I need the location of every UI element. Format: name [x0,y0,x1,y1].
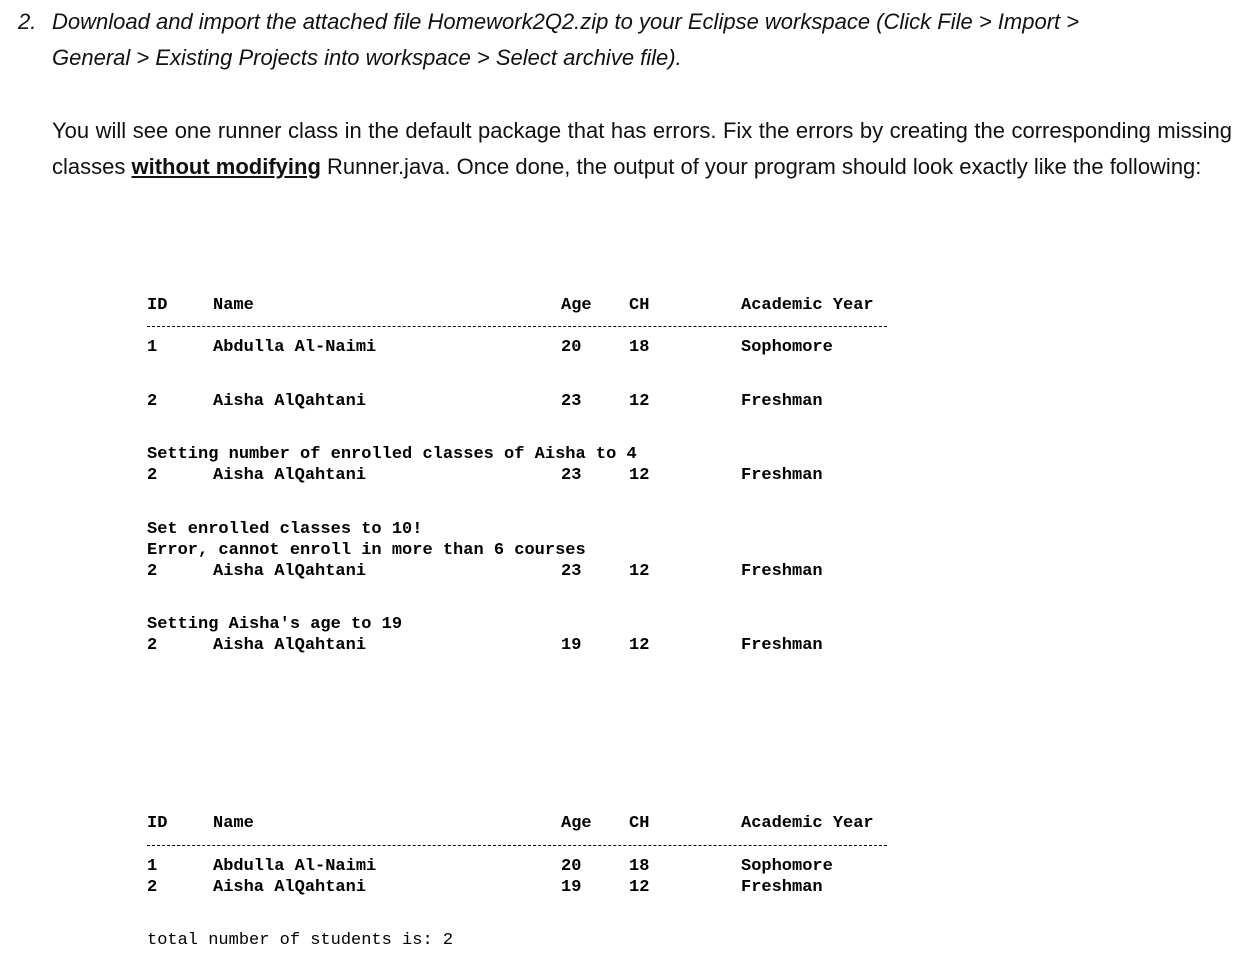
final-row-1-year: Sophomore [741,857,833,876]
msg-set-classes: Setting number of enrolled classes of Aisha to 4 [147,445,637,464]
final-row-1-age: 20 [561,857,582,876]
row-aisha-1-ch: 12 [629,392,650,411]
instruction-text-1: Download and import the attached file Homework2Q2.zip to your Eclipse workspace (Click File > Import > [52,9,1080,34]
msg-set-10: Set enrolled classes to 10! [147,520,423,539]
instruction-line-1 [18,4,1233,40]
row-aisha-2-ch: 12 [629,466,650,485]
instruction [18,4,1233,76]
row-abdulla-id: 1 [147,338,158,357]
row-abdulla-age: 20 [561,338,582,357]
row-aisha-3-id: 2 [147,562,158,581]
instruction-line-2: General > Existing Projects into workspace > Select archive file). [52,45,682,70]
paragraph-before: You will see one runner class in the default package that has errors. Fix the errors by creating the corresponding missing classes [52,118,1232,179]
final-header-year: Academic Year [741,814,874,833]
row-aisha-2-id: 2 [147,466,158,485]
final-row-1-name: Abdulla Al-Naimi [213,857,377,876]
row-aisha-1-year: Freshman [741,392,823,411]
final-row-1-id: 1 [147,857,158,876]
row-aisha-3-ch: 12 [629,562,650,581]
final-row-2-id: 2 [147,878,158,897]
final-row-2-year: Freshman [741,878,823,897]
row-aisha-4-name: Aisha AlQahtani [213,636,367,655]
msg-set-age: Setting Aisha's age to 19 [147,615,403,634]
row-aisha-3-year: Freshman [741,562,823,581]
row-aisha-3-name: Aisha AlQahtani [213,562,367,581]
row-abdulla-name: Abdulla Al-Naimi [213,338,377,357]
header-age: Age [561,296,592,315]
final-header-id: ID [147,814,168,833]
row-aisha-2-name: Aisha AlQahtani [213,466,367,485]
header-separator [147,326,887,327]
header-ch: CH [629,296,650,315]
row-abdulla-ch: 18 [629,338,650,357]
row-aisha-4-id: 2 [147,636,158,655]
row-aisha-4-age: 19 [561,636,582,655]
header-name: Name [213,296,254,315]
final-row-2-ch: 12 [629,878,650,897]
final-header-ch: CH [629,814,650,833]
final-header-name: Name [213,814,254,833]
row-aisha-2-age: 23 [561,466,582,485]
row-aisha-1-name: Aisha AlQahtani [213,392,367,411]
paragraph-after: Runner.java. Once done, the output of your program should look exactly like the following: [320,154,1202,179]
row-abdulla-year: Sophomore [741,338,833,357]
row-aisha-1-id: 2 [147,392,158,411]
header-id: ID [147,296,168,315]
row-aisha-1-age: 23 [561,392,582,411]
instruction-number: 2. [18,9,37,34]
row-aisha-2-year: Freshman [741,466,823,485]
msg-error: Error, cannot enroll in more than 6 courses [147,541,586,560]
final-header-age: Age [561,814,592,833]
row-aisha-4-year: Freshman [741,636,823,655]
header-year: Academic Year [741,296,874,315]
final-row-2-name: Aisha AlQahtani [213,878,367,897]
total-students: total number of students is: 2 [147,931,454,950]
final-header-separator [147,845,887,846]
row-aisha-4-ch: 12 [629,636,650,655]
row-aisha-3-age: 23 [561,562,582,581]
task-paragraph [52,113,1232,185]
final-row-2-age: 19 [561,878,582,897]
final-row-1-ch: 18 [629,857,650,876]
paragraph-emphasis: without modifying [131,154,321,179]
